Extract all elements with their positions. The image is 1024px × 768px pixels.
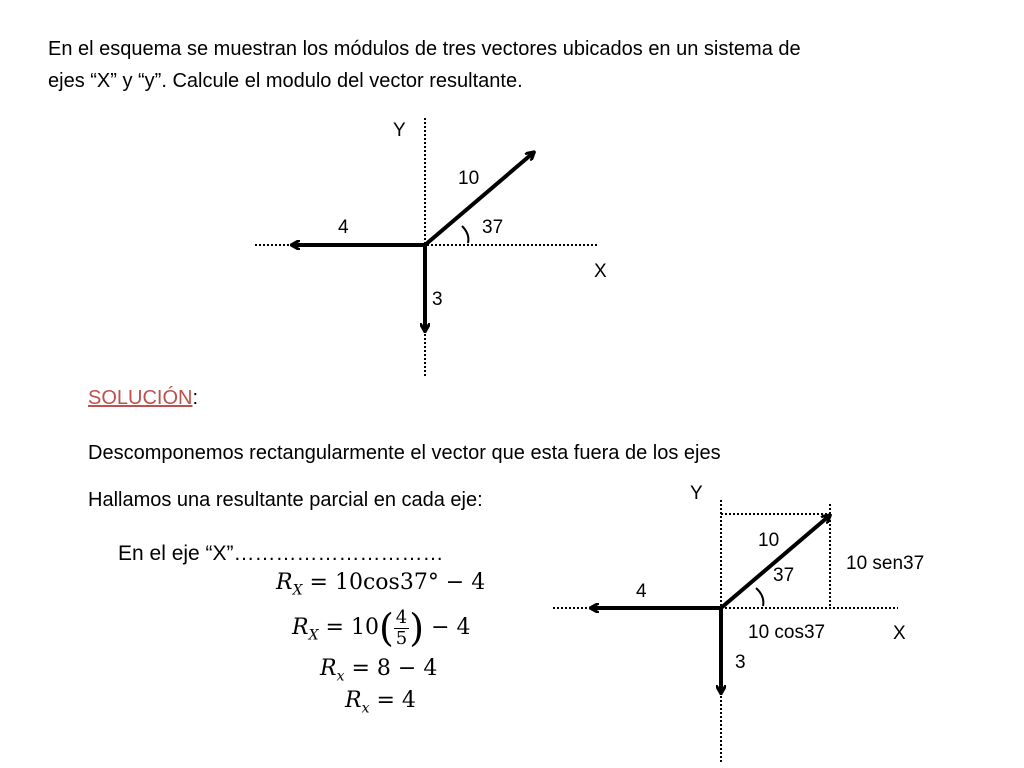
diagram2-cos-label: 10 cos37 — [748, 622, 826, 643]
equation-4: $R_x = 4$ — [345, 688, 416, 717]
equation-3: $R_x = 8 - 4$ — [320, 656, 438, 685]
diagram2-label-10: 10 — [758, 530, 780, 551]
diagram1-y-label: Y — [393, 120, 406, 141]
solution-title: SOLUCIÓN — [88, 387, 193, 409]
solution-step-2: Hallamos una resultante parcial en cada eje: — [88, 489, 483, 511]
diagram1-label-4: 4 — [338, 217, 349, 238]
diagram1-x-label: X — [594, 261, 607, 282]
diagram1-angle-arc — [462, 226, 468, 243]
equation-2-rhs: − 4 — [431, 615, 471, 640]
diagram1-vector-10 — [425, 153, 533, 245]
equation-2-numerator: 4 — [395, 606, 408, 628]
equation-2: $R_X = 10$( $\frac{4}{5}$ ) − 4 — [292, 606, 471, 650]
equation-2-denominator: 5 — [395, 627, 408, 649]
diagram-2 — [553, 500, 898, 762]
equation-1: $R_X = 10\cos 37^\circ - 4$ — [276, 570, 486, 599]
diagram2-label-4: 4 — [636, 581, 647, 602]
diagram1-label-3: 3 — [432, 289, 443, 310]
axis-x-heading: En el eje “X”………………………… — [118, 542, 444, 565]
equation-2-lhs: = 10 — [325, 615, 379, 640]
equation-1-rhs: = 10cos37° − 4 — [309, 570, 486, 595]
solution-colon: : — [192, 387, 199, 409]
solution-heading — [88, 385, 198, 411]
diagram2-y-label: Y — [690, 483, 703, 504]
diagram1-label-37: 37 — [482, 217, 504, 238]
equation-3-rhs: = 8 − 4 — [351, 656, 438, 681]
statement-line-2: ejes “X” y “y”. Calcule el modulo del vector resultante. — [48, 70, 523, 92]
solution-step-1: Descomponemos rectangularmente el vector que esta fuera de los ejes — [88, 442, 721, 464]
diagram2-label-3: 3 — [735, 652, 746, 673]
equation-2-fraction — [394, 608, 409, 649]
diagram1-label-10: 10 — [458, 168, 480, 189]
diagram2-x-label: X — [893, 623, 906, 644]
equation-4-rhs: = 4 — [376, 688, 416, 713]
diagram2-sen-label: 10 sen37 — [846, 553, 925, 574]
diagram-1 — [255, 118, 598, 378]
diagram2-angle-arc — [756, 588, 763, 606]
statement-line-1: En el esquema se muestran los módulos de tres vectores ubicados en un sistema de — [48, 38, 801, 60]
diagram2-label-37: 37 — [773, 565, 795, 586]
